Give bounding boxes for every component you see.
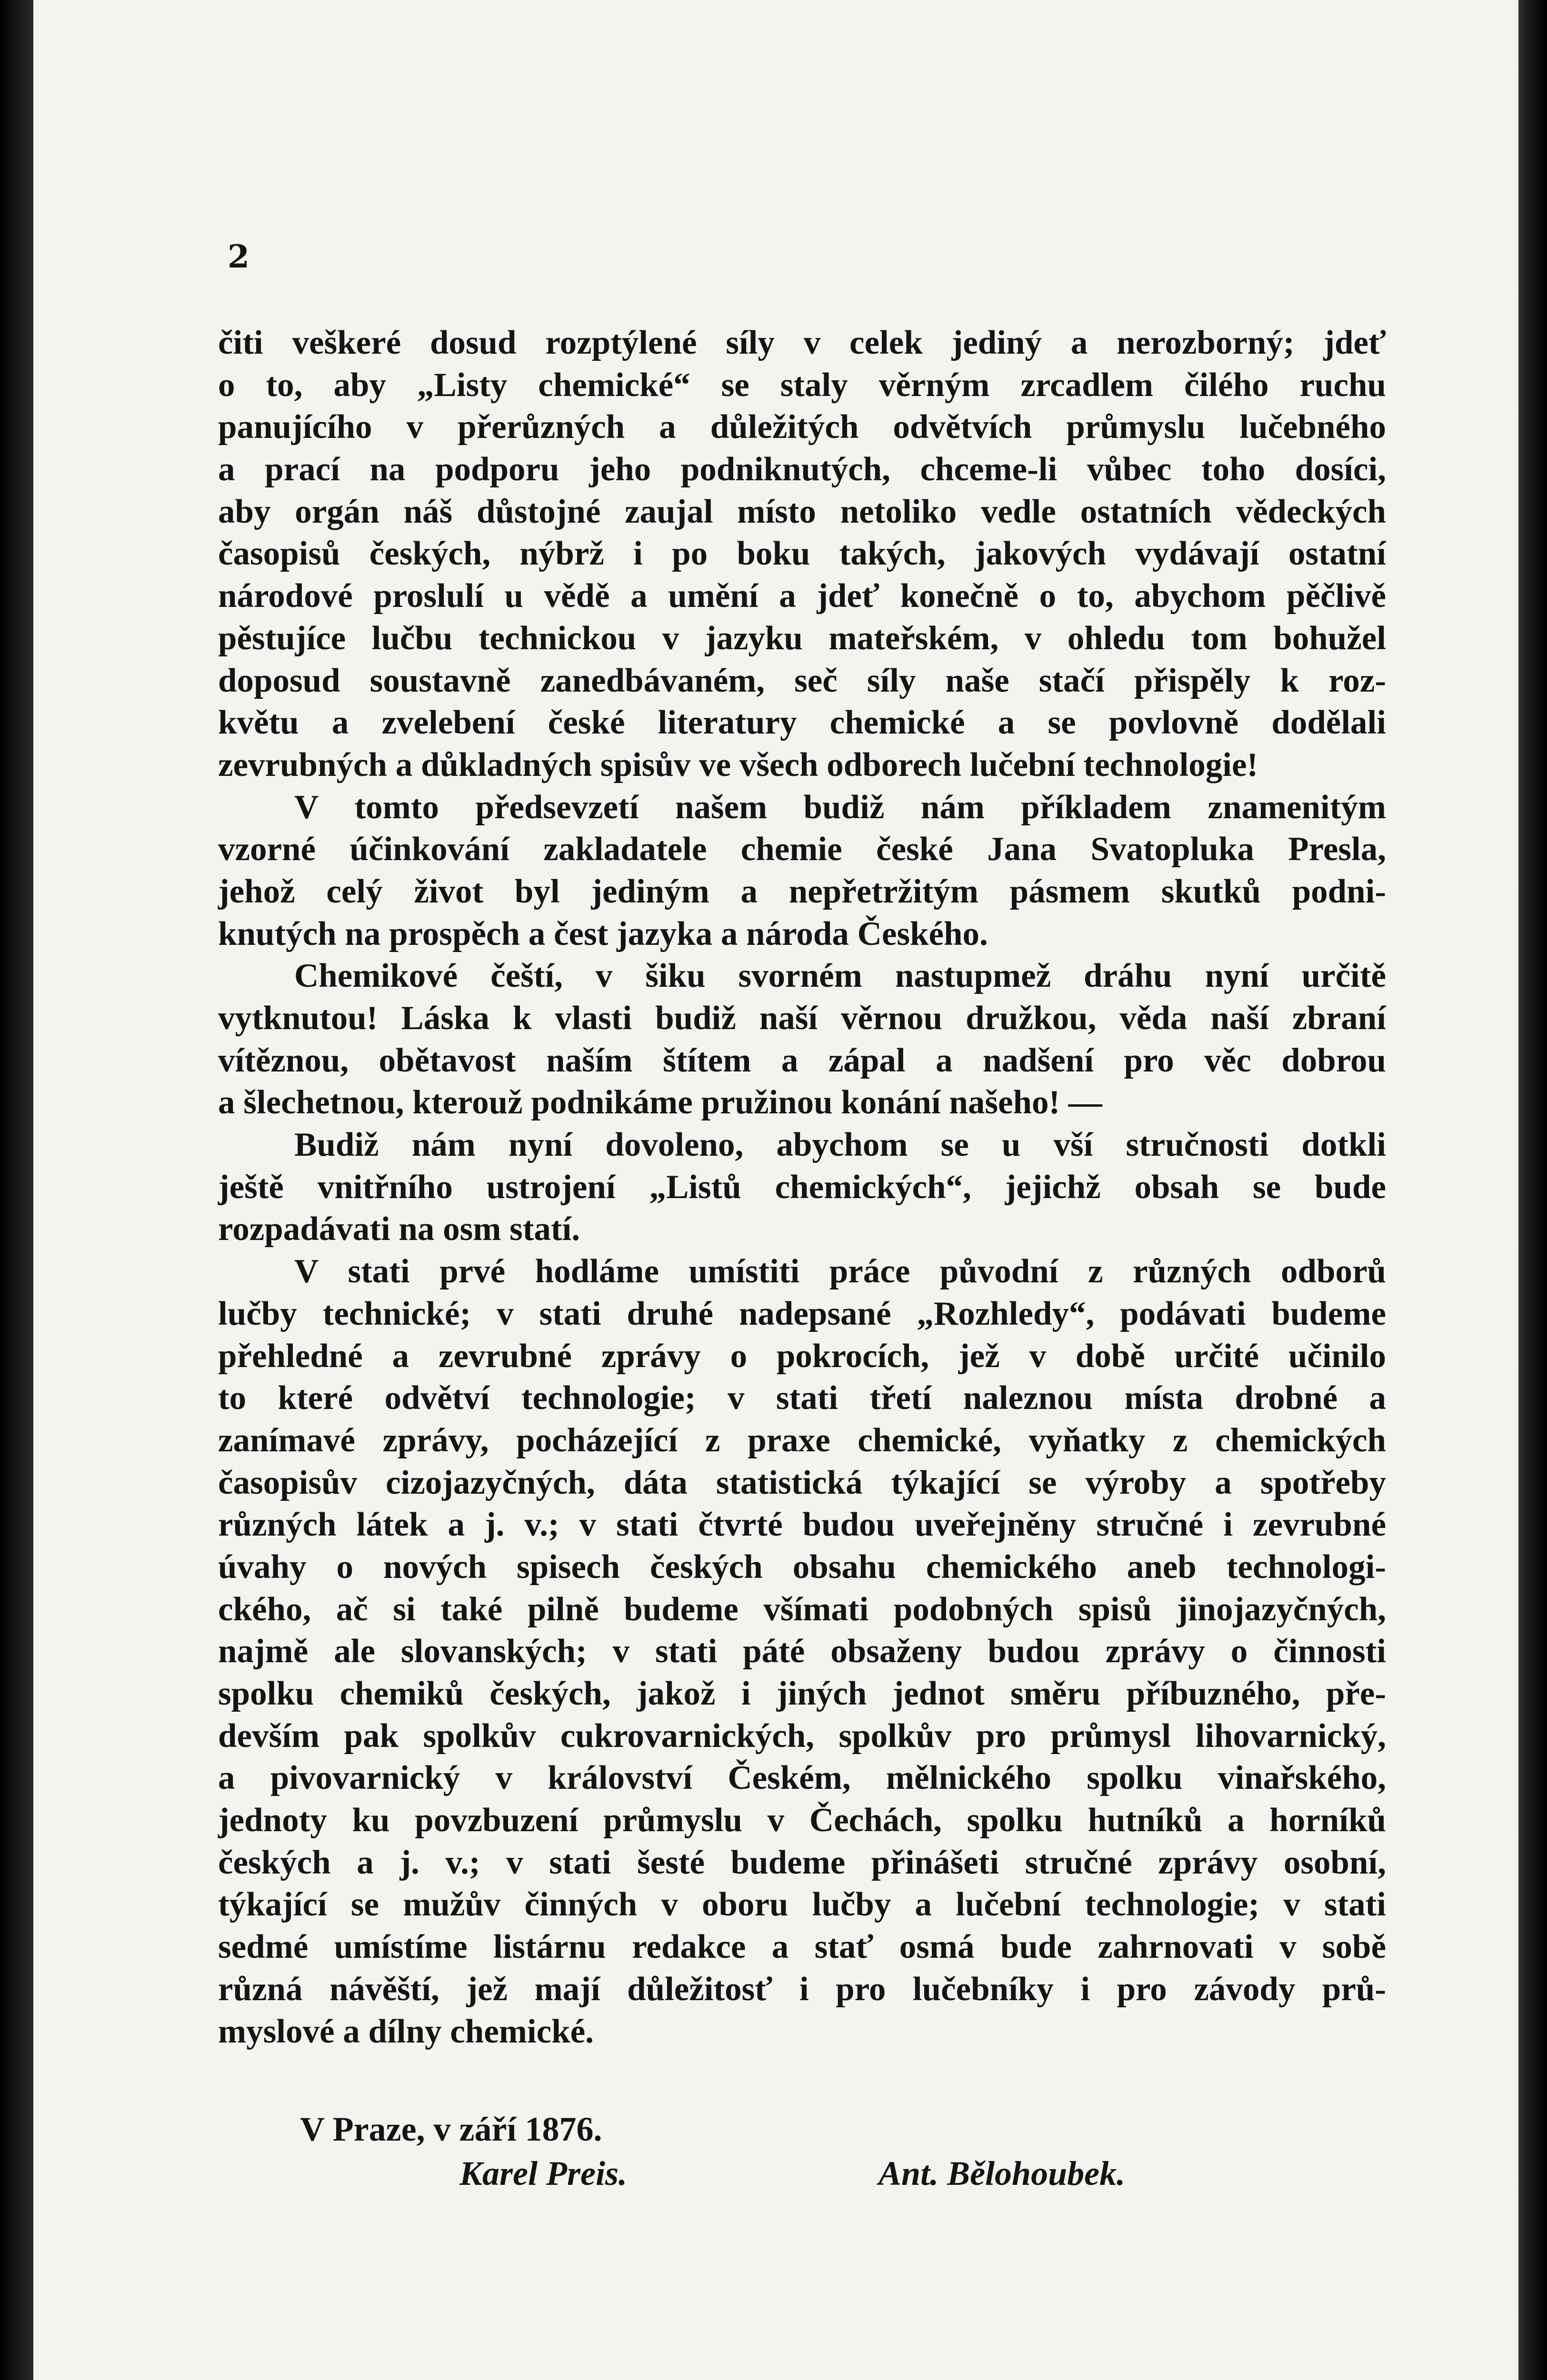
text-line: čiti veškeré dosud rozptýlené síly v celek jediný a nerozborný; jdeť	[218, 324, 1386, 361]
body-text	[218, 322, 1386, 2053]
text-line: panujícího v přerůzných a důležitých odvětvích průmyslu lučebného	[218, 408, 1386, 446]
text-line: doposud soustavně zanedbávaném, seč síly naše stačí přispěly k roz-	[218, 662, 1386, 699]
text-line: spolku chemiků českých, jakož i jiných jednot směru příbuzného, pře-	[218, 1675, 1386, 1712]
text-line: zevrubných a důkladných spisův ve všech odborech lučební technologie!	[218, 746, 1258, 783]
text-line: ještě vnitřního ustrojení „Listů chemických“, jejichž obsah se bude	[218, 1168, 1386, 1206]
text-line: jehož celý život byl jediným a nepřetržitým pásmem skutků podni-	[218, 873, 1386, 910]
signature: Ant. Bělohoubek.	[878, 2154, 1126, 2192]
text-line: knutých na prospěch a čest jazyka a národa Českého.	[218, 915, 988, 952]
text-line: různých látek a j. v.; v stati čtvrté budou uveřejněny stručné i zevrubné	[218, 1506, 1386, 1544]
text-line: různá návěští, jež mají důležitosť i pro lučebníky i pro závody prů-	[218, 1970, 1386, 2008]
text-line: květu a zvelebení české literatury chemické a se povlovně dodělali	[218, 704, 1386, 742]
text-line: devším pak spolkův cukrovarnických, spolkův pro průmysl lihovarnický,	[218, 1717, 1386, 1755]
text-line: časopisů českých, nýbrž i po boku takých, jakových vydávají ostatní	[218, 535, 1386, 573]
text-line: a prací na podporu jeho podniknutých, chceme-li vůbec toho dosíci,	[218, 451, 1386, 488]
text-line: ckého, ač si také pilně budeme všímati podobných spisů jinojazyčných,	[218, 1590, 1386, 1628]
text-line: Chemikové čeští, v šiku svorném nastupmež dráhu nyní určitě	[294, 957, 1386, 995]
text-line: V stati prvé hodláme umístiti práce původní z různých odborů	[294, 1253, 1386, 1290]
text-line: přehledné a zevrubné zprávy o pokrocích, jež v době určité učinilo	[218, 1337, 1386, 1375]
text-line: rozpadávati na osm statí.	[218, 1210, 580, 1248]
text-line: V tomto předsevzetí našem budiž nám příkladem znamenitým	[294, 788, 1386, 826]
scan-edge-right	[1518, 0, 1547, 2380]
text-line: zanímavé zprávy, pocházející z praxe chemické, vyňatky z chemických	[218, 1421, 1386, 1459]
text-line: úvahy o nových spisech českých obsahu chemického aneb technologi-	[218, 1548, 1386, 1586]
place-date: V Praze, v září 1876.	[300, 2110, 602, 2148]
text-line: českých a j. v.; v stati šesté budeme přinášeti stručné zprávy osobní,	[218, 1844, 1386, 1881]
text-line: o to, aby „Listy chemické“ se staly věrným zrcadlem čilého ruchu	[218, 366, 1386, 404]
text-line: Budiž nám nyní dovoleno, abychom se u vší stručnosti dotkli	[294, 1126, 1386, 1164]
scan-edge-left	[0, 0, 33, 2380]
text-line: vzorné účinkování zakladatele chemie české Jana Svatopluka Presla,	[218, 831, 1386, 868]
signature: Karel Preis.	[459, 2154, 627, 2192]
text-line: vytknutou! Láska k vlasti budiž naší věrnou družkou, věda naší zbraní	[218, 1000, 1386, 1037]
text-line: národové proslulí u vědě a umění a jdeť konečně o to, abychom pěčlivě	[218, 577, 1386, 615]
text-line: lučby technické; v stati druhé nadepsané „Rozhledy“, podávati budeme	[218, 1295, 1386, 1332]
text-line: vítěznou, obětavost naším štítem a zápal a nadšení pro věc dobrou	[218, 1041, 1386, 1079]
text-line: myslové a dílny chemické.	[218, 2013, 594, 2050]
text-line: a pivovarnický v království Českém, mělnického spolku vinařského,	[218, 1759, 1386, 1797]
text-line: týkající se mužův činných v oboru lučby a lučební technologie; v stati	[218, 1886, 1386, 1924]
page-number: 2	[228, 238, 250, 275]
text-line: sedmé umístíme listárnu redakce a stať osmá bude zahrnovati v sobě	[218, 1928, 1386, 1966]
text-line: časopisův cizojazyčných, dáta statistická týkající se výroby a spotřeby	[218, 1464, 1386, 1501]
text-line: a šlechetnou, kterouž podnikáme pružinou konání našeho! —	[218, 1084, 1102, 1121]
text-line: najmě ale slovanských; v stati páté obsaženy budou zprávy o činnosti	[218, 1633, 1386, 1670]
text-line: to které odvětví technologie; v stati třetí naleznou místa drobné a	[218, 1379, 1386, 1417]
text-line: jednoty ku povzbuzení průmyslu v Čechách, spolku hutníků a horníků	[218, 1802, 1386, 1839]
text-line: aby orgán náš důstojné zaujal místo netoliko vedle ostatních vědeckých	[218, 493, 1386, 530]
text-line: pěstujíce lučbu technickou v jazyku mateřském, v ohledu tom bohužel	[218, 619, 1386, 657]
document-page	[33, 0, 1518, 2380]
